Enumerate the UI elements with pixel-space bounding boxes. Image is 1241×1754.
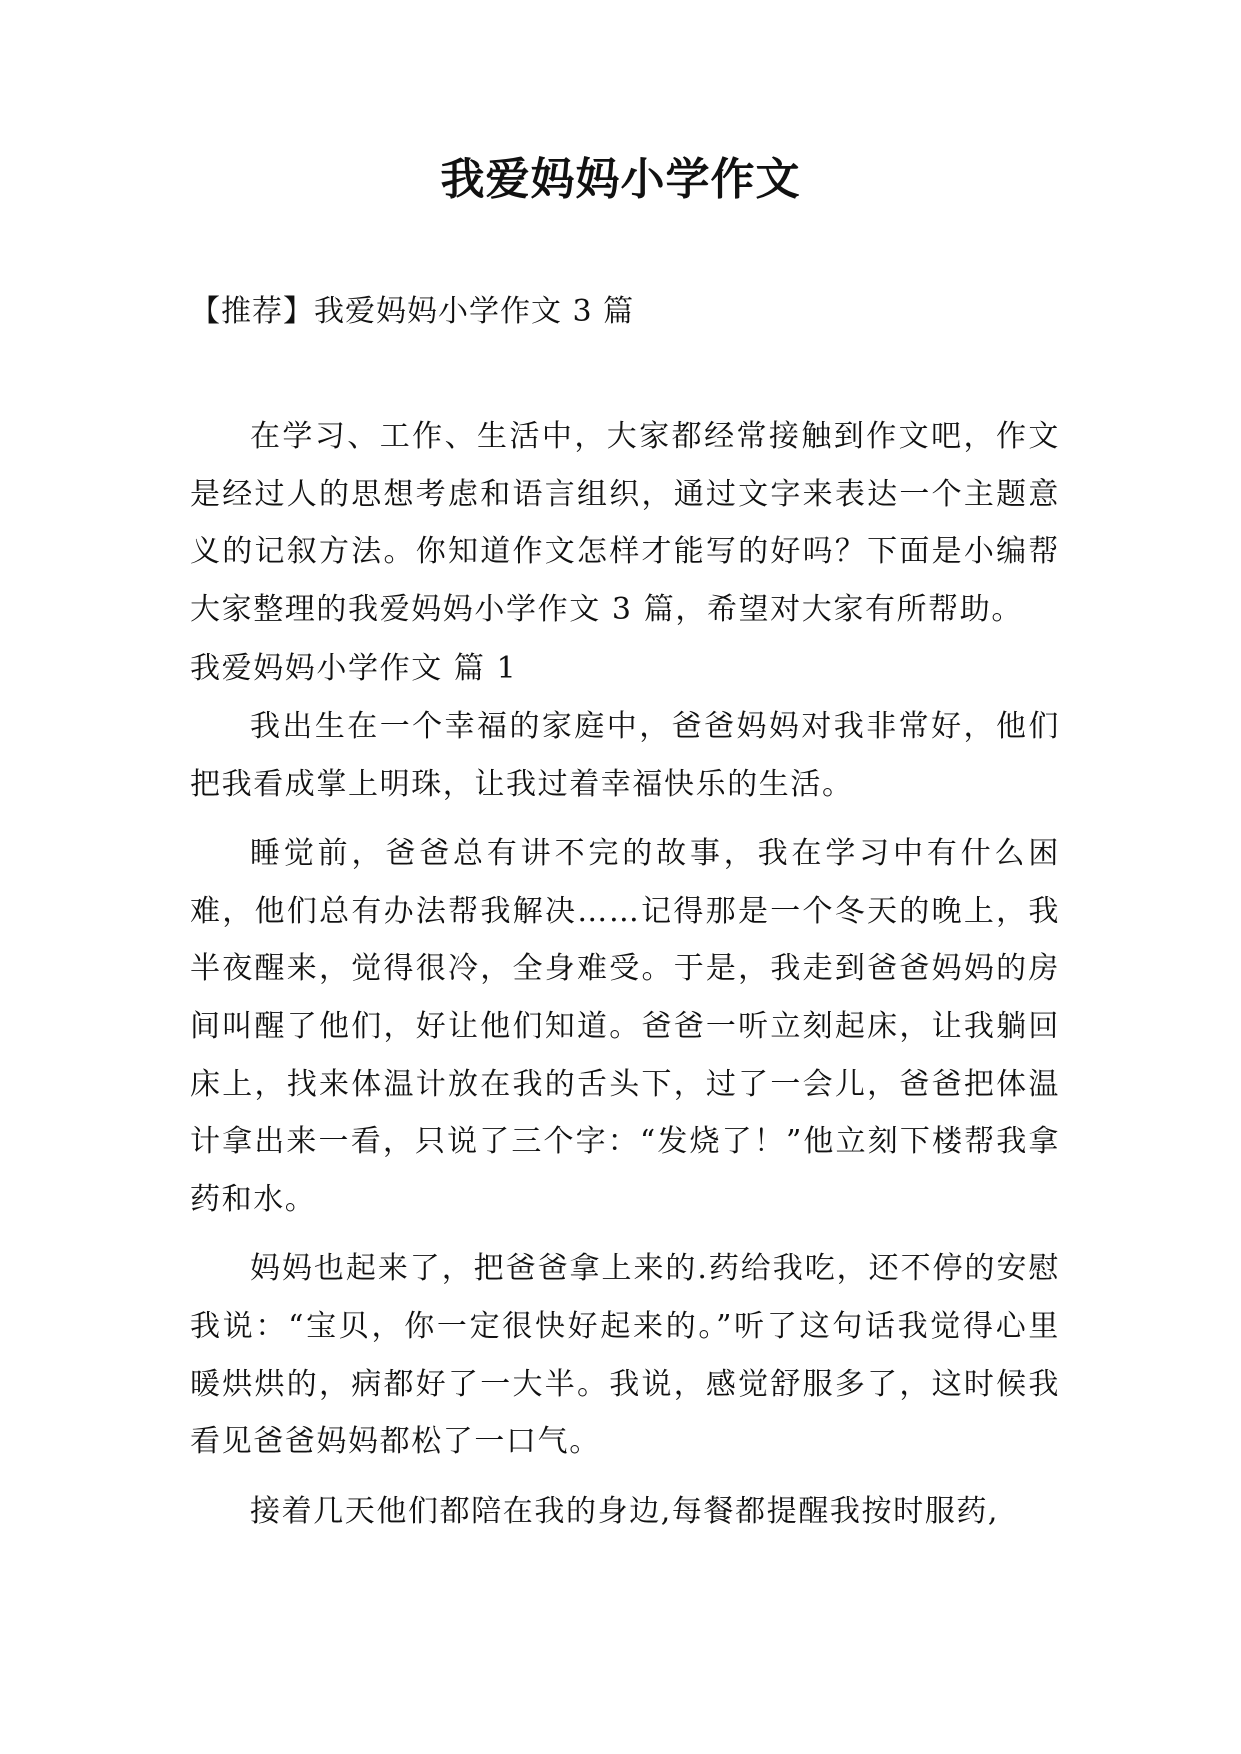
- body-paragraph: 我出生在一个幸福的家庭中，爸爸妈妈对我非常好，他们把我看成掌上明珠，让我过着幸福快乐的生活。: [190, 708, 1060, 802]
- body-paragraph: 睡觉前，爸爸总有讲不完的故事，我在学习中有什么困难，他们总有办法帮我解决……记得那是一个冬天的晚上，我半夜醒来，觉得很冷，全身难受。于是，我走到爸爸妈妈的房间叫醒了他们，好让他们知道。爸爸一听立刻起床，让我躺回床上，找来体温计放在我的舌头下，过了一会儿，爸爸把体温计拿出来一看，只说了三个字：“发烧了！”他立刻下楼帮我拿药和水。: [190, 836, 1060, 1217]
- body-paragraph: 接着几天他们都陪在我的身边,每餐都提醒我按时服药,: [250, 1493, 1000, 1529]
- intro-paragraph: 在学习、工作、生活中，大家都经常接触到作文吧，作文是经过人的思想考虑和语言组织，通过文字来表达一个主题意义的记叙方法。你知道作文怎样才能写的好吗？下面是小编帮大家整理的我爱妈妈小学作文 3 篇，希望对大家有所帮助。: [190, 419, 1060, 627]
- document-body: [190, 408, 1060, 1542]
- document-subtitle: 【推荐】我爱妈妈小学作文 3 篇: [190, 294, 635, 329]
- document-title: 我爱妈妈小学作文: [440, 154, 801, 205]
- body-paragraph: 妈妈也起来了，把爸爸拿上来的.药给我吃，还不停的安慰我说：“宝贝，你一定很快好起来的。”听了这句话我觉得心里暖烘烘的，病都好了一大半。我说，感觉舒服多了，这时候我看见爸爸妈妈都松了一口气。: [190, 1251, 1060, 1460]
- section-heading: 我爱妈妈小学作文 篇 1: [190, 651, 518, 687]
